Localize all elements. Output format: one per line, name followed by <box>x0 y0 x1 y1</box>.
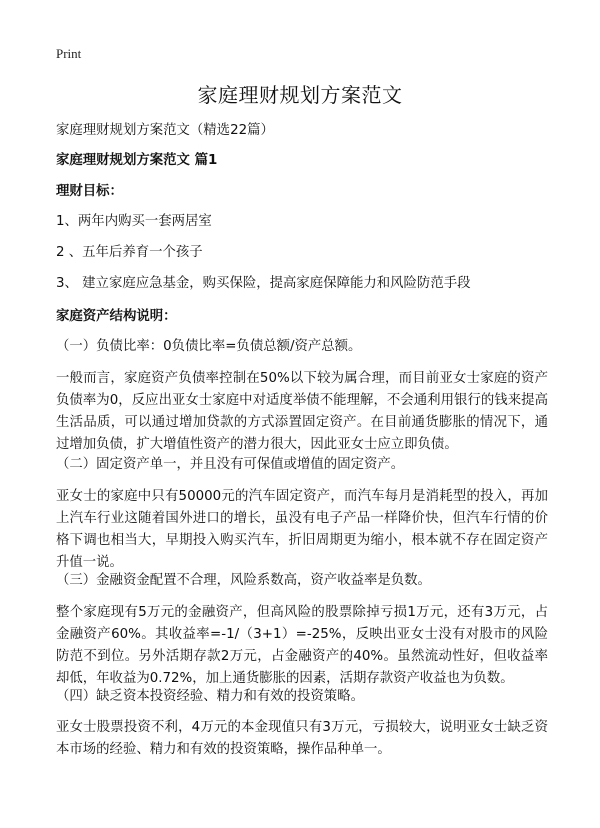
document-title: 家庭理财规划方案范文 <box>197 83 403 107</box>
goal-item-3: 3、 建立家庭应急基金，购买保险，提高家庭保障能力和风险防范手段 <box>56 276 471 291</box>
goals-heading: 理财目标： <box>56 184 123 199</box>
section-heading: 家庭理财规划方案范文 篇1 <box>56 153 218 168</box>
print-label: Print <box>56 46 82 61</box>
item2-title: （二）固定资产单一，并且没有可保值或增值的固定资产。 <box>56 457 405 472</box>
item1-title: （一）负债比率：0负债比率=负债总额/资产总额。 <box>56 339 362 354</box>
item2-paragraph: 亚女士的家庭中只有50000元的汽车固定资产，而汽车每月是消耗型的投入，再加上汽车行业这随着国外进口的增长，虽没有电子产品一样降价快，但汽车行情的价格下调也相当大，早期投入购买汽车，折旧周期更为缩小，根本就不存在固定资产升值一说。 <box>56 489 548 570</box>
item3-title: （三）金融资金配置不合理，风险系数高，资产收益率是负数。 <box>56 573 431 588</box>
goal-item-1: 1、两年内购买一套两居室 <box>56 214 212 229</box>
item4-title: （四）缺乏资本投资经验、精力和有效的投资策略。 <box>56 689 364 704</box>
document-subtitle: 家庭理财规划方案范文（精选22篇） <box>56 123 274 138</box>
item4-paragraph: 亚女士股票投资不利，4万元的本金现值只有3万元，亏损较大，说明亚女士缺乏资本市场的经验、精力和有效的投资策略，操作品种单一。 <box>56 720 548 757</box>
item1-paragraph: 一般而言，家庭资产负债率控制在50%以下较为属合理，而目前亚女士家庭的资产负债率为0，反应出亚女士家庭中对适度举债不能理解，不会通利用银行的钱来提高生活品质，可以通过增加贷款的方式添置固定资产。在目前通货膨胀的情况下，通过增加负债，扩大增值性资产的潜力很大，因此亚女士应立即负债。 <box>56 371 548 452</box>
assets-heading: 家庭资产结构说明： <box>56 309 177 324</box>
item3-paragraph: 整个家庭现有5万元的金融资产，但高风险的股票除掉亏损1万元，还有3万元，占金融资产60%。其收益率=-1/（3+1）=-25%，反映出亚女士没有对股市的风险防范不到位。另外活期存款2万元，占金融资产的40%。虽然流动性好，但收益率却低，年收益为0.72%，加上通货膨胀的因素，活期存款资产收益也为负数。 <box>56 605 548 686</box>
goal-item-2: 2 、五年后养育一个孩子 <box>56 245 203 260</box>
